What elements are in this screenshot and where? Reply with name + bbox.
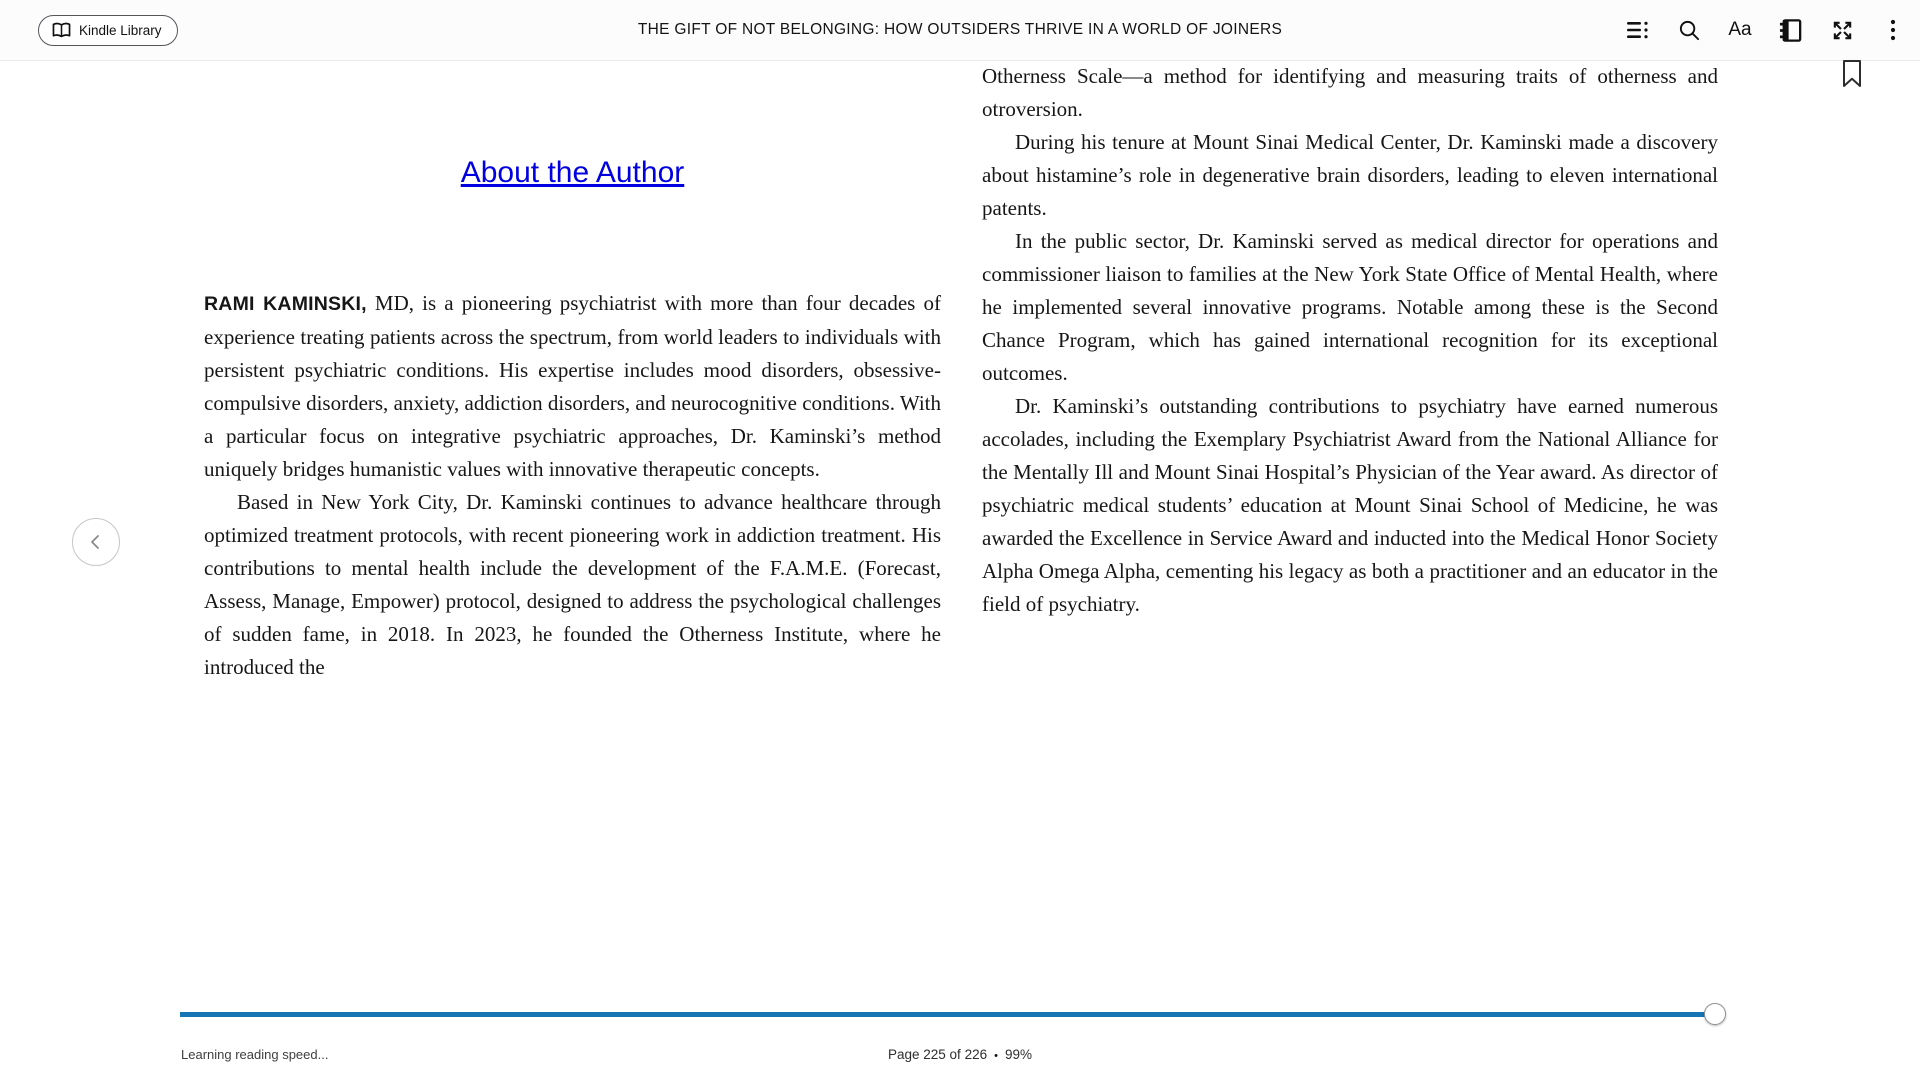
author-bio-paragraph: Based in New York City, Dr. Kaminski continues to advance healthcare through optimized treatment protocols, with recent pioneering work in addiction treatment. His contributions to mental health include the development of the F.A.M.E. (Forecast, Assess, Manage, Empower) protocol, designed to address the psychological challenges of sudden fame, in 2018. In 2023, he founded the Otherness Institute, where he introduced the	[204, 490, 941, 679]
progress-slider-handle[interactable]	[1704, 1003, 1726, 1025]
learning-speed-text: Learning reading speed...	[181, 1047, 329, 1062]
author-bio-paragraph: In the public sector, Dr. Kaminski served as medical director for operations and commissioner liaison to families at the New York State Office of Mental Health, where he implemented several innovative programs. Notable among these is the Second Chance Program, which has gained international recognition for its exceptional outcomes.	[982, 229, 1718, 385]
font-settings-button[interactable]	[1727, 16, 1753, 44]
paragraph-text: MD, is a pioneering psychiatrist with more than four decades of experience treating patients across the spectrum, from world leaders to individuals with persistent psychiatric conditions. His expertise includes mood disorders, obsessive-compulsive disorders, anxiety, addiction disorders, and neurocognitive conditions. With a particular focus on integrative psychiatric approaches, Dr. Kaminski’s method uniquely bridges humanistic values with innovative therapeutic concepts.	[204, 291, 941, 481]
chapter-heading-link[interactable]: About the Author	[460, 156, 685, 189]
more-options-icon	[1889, 18, 1897, 42]
separator-dot: •	[994, 1050, 998, 1062]
left-column	[204, 0, 941, 684]
search-button[interactable]	[1676, 16, 1702, 44]
author-bio-paragraph: Dr. Kaminski’s outstanding contributions to psychiatry have earned numerous accolades, including the Exemplary Psychiatrist Award from the National Alliance for the Mentally Ill and Mount Sinai Hospital’s Physician of the Year award. As director of psychiatric medical students’ education at Mount Sinai School of Medicine, he was awarded the Excellence in Service Award and inducted into the Medical Honor Society Alpha Omega Alpha, cementing his legacy as both a practitioner and an educator in the field of psychiatry.	[982, 394, 1718, 616]
fullscreen-button[interactable]	[1829, 16, 1855, 44]
author-name: RAMI KAMINSKI,	[204, 293, 367, 315]
search-icon	[1678, 19, 1701, 42]
fullscreen-icon	[1831, 19, 1854, 42]
notebook-icon	[1779, 18, 1804, 43]
toc-icon	[1626, 19, 1650, 41]
page-info	[0, 1047, 1920, 1062]
author-bio-paragraph: Otherness Scale—a method for identifying and measuring traits of otherness and otroversion.	[982, 64, 1718, 121]
open-book-icon	[52, 22, 71, 39]
book-title: THE GIFT OF NOT BELONGING: HOW OUTSIDERS THRIVE IN A WORLD OF JOINERS	[637, 21, 1283, 38]
toolbar	[1625, 13, 1906, 47]
reading-progress-fill	[180, 1012, 1715, 1017]
bookmark-icon[interactable]	[1842, 60, 1862, 93]
notebook-button[interactable]	[1778, 16, 1804, 44]
kindle-library-label: Kindle Library	[79, 23, 162, 38]
page-number-label: Page 225 of 226	[888, 1047, 988, 1062]
font-settings-icon: Aa	[1728, 19, 1752, 40]
author-bio-paragraph: During his tenure at Mount Sinai Medical Center, Dr. Kaminski made a discovery about histamine’s role in degenerative brain disorders, leading to eleven international patents.	[982, 130, 1718, 220]
toc-button[interactable]	[1625, 16, 1651, 44]
author-bio-paragraph	[204, 287, 941, 486]
more-options-button[interactable]	[1880, 16, 1906, 44]
percent-read-label: 99%	[1004, 1047, 1032, 1062]
previous-page-button[interactable]	[72, 518, 120, 566]
right-column	[982, 60, 1718, 621]
chevron-left-icon	[86, 532, 106, 552]
kindle-library-button[interactable]	[38, 15, 178, 46]
reading-progress-bar[interactable]	[180, 1012, 1740, 1017]
